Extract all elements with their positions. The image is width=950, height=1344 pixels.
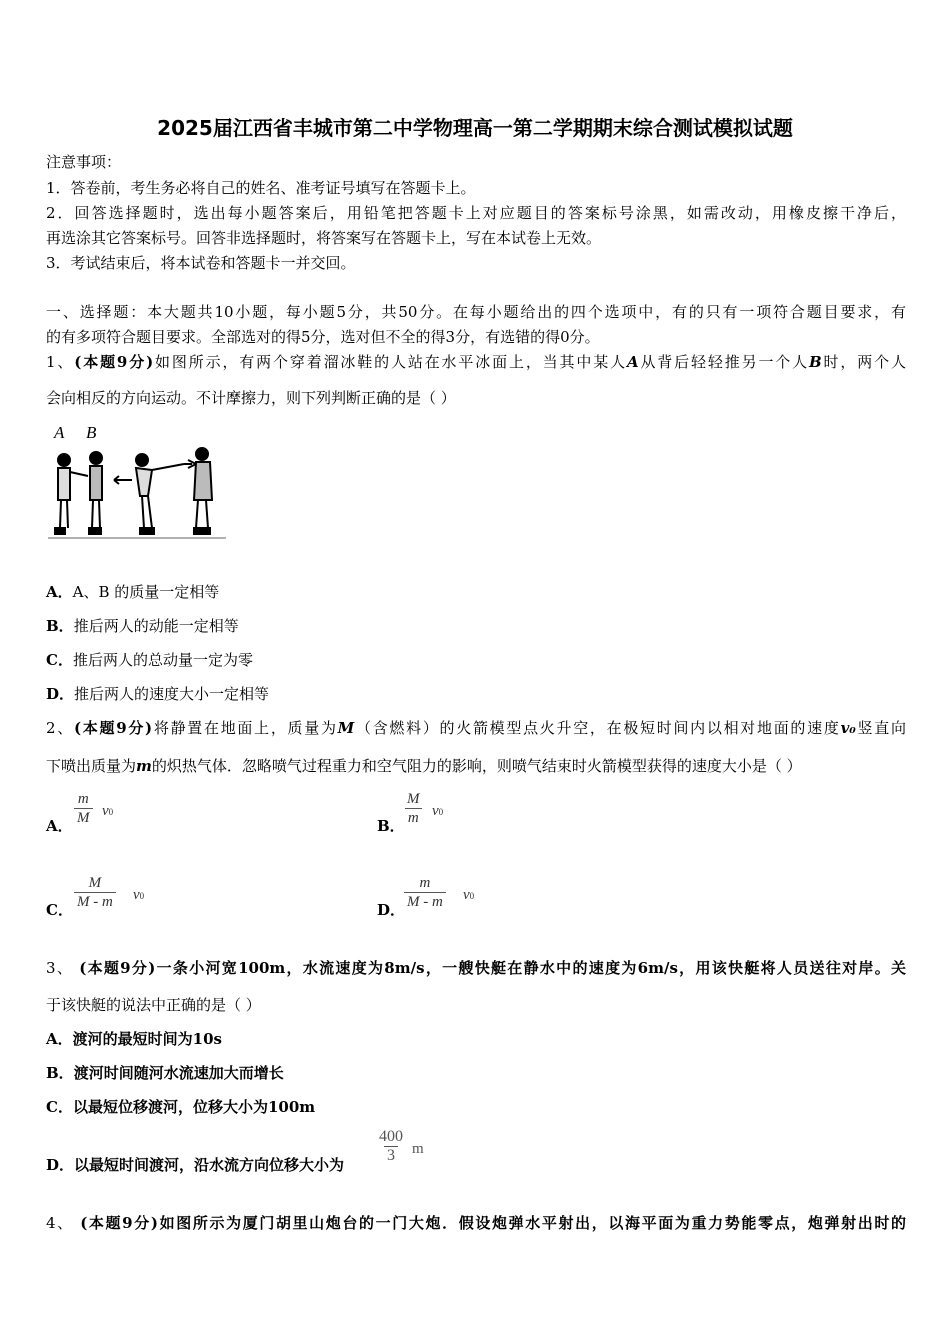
variable: B (809, 353, 822, 371)
question-4-line (46, 1213, 906, 1233)
question-3-line: 于该快艇的说法中正确的是（ ） (46, 996, 261, 1014)
figure-label-a: A (54, 423, 65, 442)
question-text: 一条小河宽100m，水流速度为8m/s，一艘快艇在静水中的速度为6m/s，用该快艇将人员送往对岸。关 (155, 959, 906, 977)
question-text: 如图所示为厦门胡里山炮台的一门大炮．假设炮弹水平射出，以海平面为重力势能零点，炮弹射出时的 (157, 1214, 906, 1232)
option-c[interactable] (46, 650, 253, 670)
option-key: D． (46, 1156, 75, 1174)
fraction: $\frac{M}{M - m}$ (74, 874, 116, 911)
option-c[interactable]: C． (46, 901, 73, 919)
option-a[interactable] (46, 1029, 222, 1049)
page-title: 2025届江西省丰城市第二中学物理高一第二学期期末综合测试模拟试题 (157, 116, 793, 140)
question-score: (本题9分) (74, 353, 154, 371)
notice-item: 3．考试结束后，将本试卷和答题卡一并交回。 (46, 254, 356, 272)
question-text: 时，两个人 (821, 353, 906, 371)
question-score: (本题9分) (79, 959, 156, 977)
variable: v₀ (840, 719, 856, 737)
question-score: (本题9分) (73, 719, 153, 737)
option-text: 渡河的最短时间为10s (72, 1030, 222, 1048)
question-score: (本题9分) (80, 1214, 158, 1232)
question-text: （含燃料）的火箭模型点火升空，在极短时间内以相对地面的速度 (354, 719, 841, 737)
variable: M (337, 719, 355, 737)
skaters-after (114, 448, 212, 534)
fraction: $\frac{M}{m}$ (404, 790, 423, 827)
question-1-line: 会向相反的方向运动。不计摩擦力，则下列判断正确的是（ ） (46, 389, 456, 407)
notice-heading: 注意事项： (46, 153, 122, 171)
question-3-line (46, 958, 906, 978)
skaters-before (55, 452, 102, 534)
option-key: A． (46, 1030, 73, 1048)
question-text: 从背后轻轻推另一个人 (638, 353, 810, 371)
question-text: 竖直向 (855, 719, 906, 737)
option-a[interactable] (46, 582, 219, 602)
fraction: $\frac{m}{M - m}$ (404, 874, 446, 911)
notice-item: 2．回答选择题时，选出每小题答案后，用铅笔把答题卡上对应题目的答案标号涂黑，如需改动，用橡皮擦干净后， (46, 204, 906, 222)
option-text: 推后两人的总动量一定为零 (72, 651, 253, 669)
option-d[interactable] (46, 684, 269, 704)
question-text: 的炽热气体．忽略喷气过程重力和空气阻力的影响，则喷气结束时火箭模型获得的速度大小是（ ） (151, 757, 802, 775)
notice-item: 1．答卷前，考生务必将自己的姓名、准考证号填写在答题卡上。 (46, 179, 476, 197)
question-text: 如图所示，有两个穿着溜冰鞋的人站在水平冰面上，当其中某人 (153, 353, 627, 371)
option-b[interactable]: B． (377, 817, 405, 835)
option-d[interactable] (46, 1155, 344, 1175)
question-number: 3、 (46, 959, 74, 977)
option-key: C． (46, 651, 73, 669)
option-text: 推后两人的动能一定相等 (73, 617, 239, 635)
option-key: B． (46, 617, 74, 635)
fraction: $\frac{400}{3}$ (379, 1128, 403, 1164)
question-1-line (46, 352, 906, 372)
question-text: 下喷出质量为 (46, 757, 137, 775)
question-number: 4、 (46, 1214, 74, 1232)
question-number: 2、 (46, 719, 74, 737)
fraction: $\frac{m}{M}$ (74, 790, 93, 827)
question-2-line (46, 756, 802, 776)
figure-label-b: B (86, 423, 97, 442)
section-instruction: 一、选择题：本大题共10小题，每小题5分，共50分。在每小题给出的四个选项中，有的只有一项符合题目要求，有 (46, 303, 906, 321)
variable: A (626, 353, 639, 371)
unit: m (412, 1141, 424, 1157)
question-text: 将静置在地面上，质量为 (152, 719, 338, 737)
arrow-right-icon (184, 460, 196, 468)
question-2-line (46, 718, 906, 738)
option-text: 渡河时间随河水流速加大而增长 (73, 1064, 284, 1082)
option-b[interactable] (46, 616, 239, 636)
option-key: B． (46, 1064, 74, 1082)
option-text: 以最短时间渡河，沿水流方向位移大小为 (74, 1156, 345, 1174)
option-key: D． (46, 685, 75, 703)
velocity-symbol: v0 (133, 887, 145, 903)
variable: m (136, 757, 152, 775)
notice-item: 再选涂其它答案标号。回答非选择题时，将答案写在答题卡上，写在本试卷上无效。 (46, 229, 602, 247)
velocity-symbol: v0 (432, 803, 444, 819)
section-instruction: 的有多项符合题目要求。全部选对的得5分，选对但不全的得3分，有选错的得0分。 (46, 328, 600, 346)
velocity-symbol: v0 (463, 887, 475, 903)
option-key: C． (46, 1098, 73, 1116)
option-b[interactable] (46, 1063, 284, 1083)
option-d[interactable]: D． (377, 901, 406, 919)
skaters-figure (44, 420, 230, 546)
option-a[interactable]: A． (46, 817, 73, 835)
velocity-symbol: v0 (102, 803, 114, 819)
option-key: A． (46, 583, 73, 601)
option-text: 推后两人的速度大小一定相等 (74, 685, 270, 703)
question-number: 1、 (46, 353, 75, 371)
option-c[interactable] (46, 1097, 315, 1117)
option-text: A、B 的质量一定相等 (72, 583, 220, 601)
option-text: 以最短位移渡河，位移大小为100m (72, 1098, 316, 1116)
